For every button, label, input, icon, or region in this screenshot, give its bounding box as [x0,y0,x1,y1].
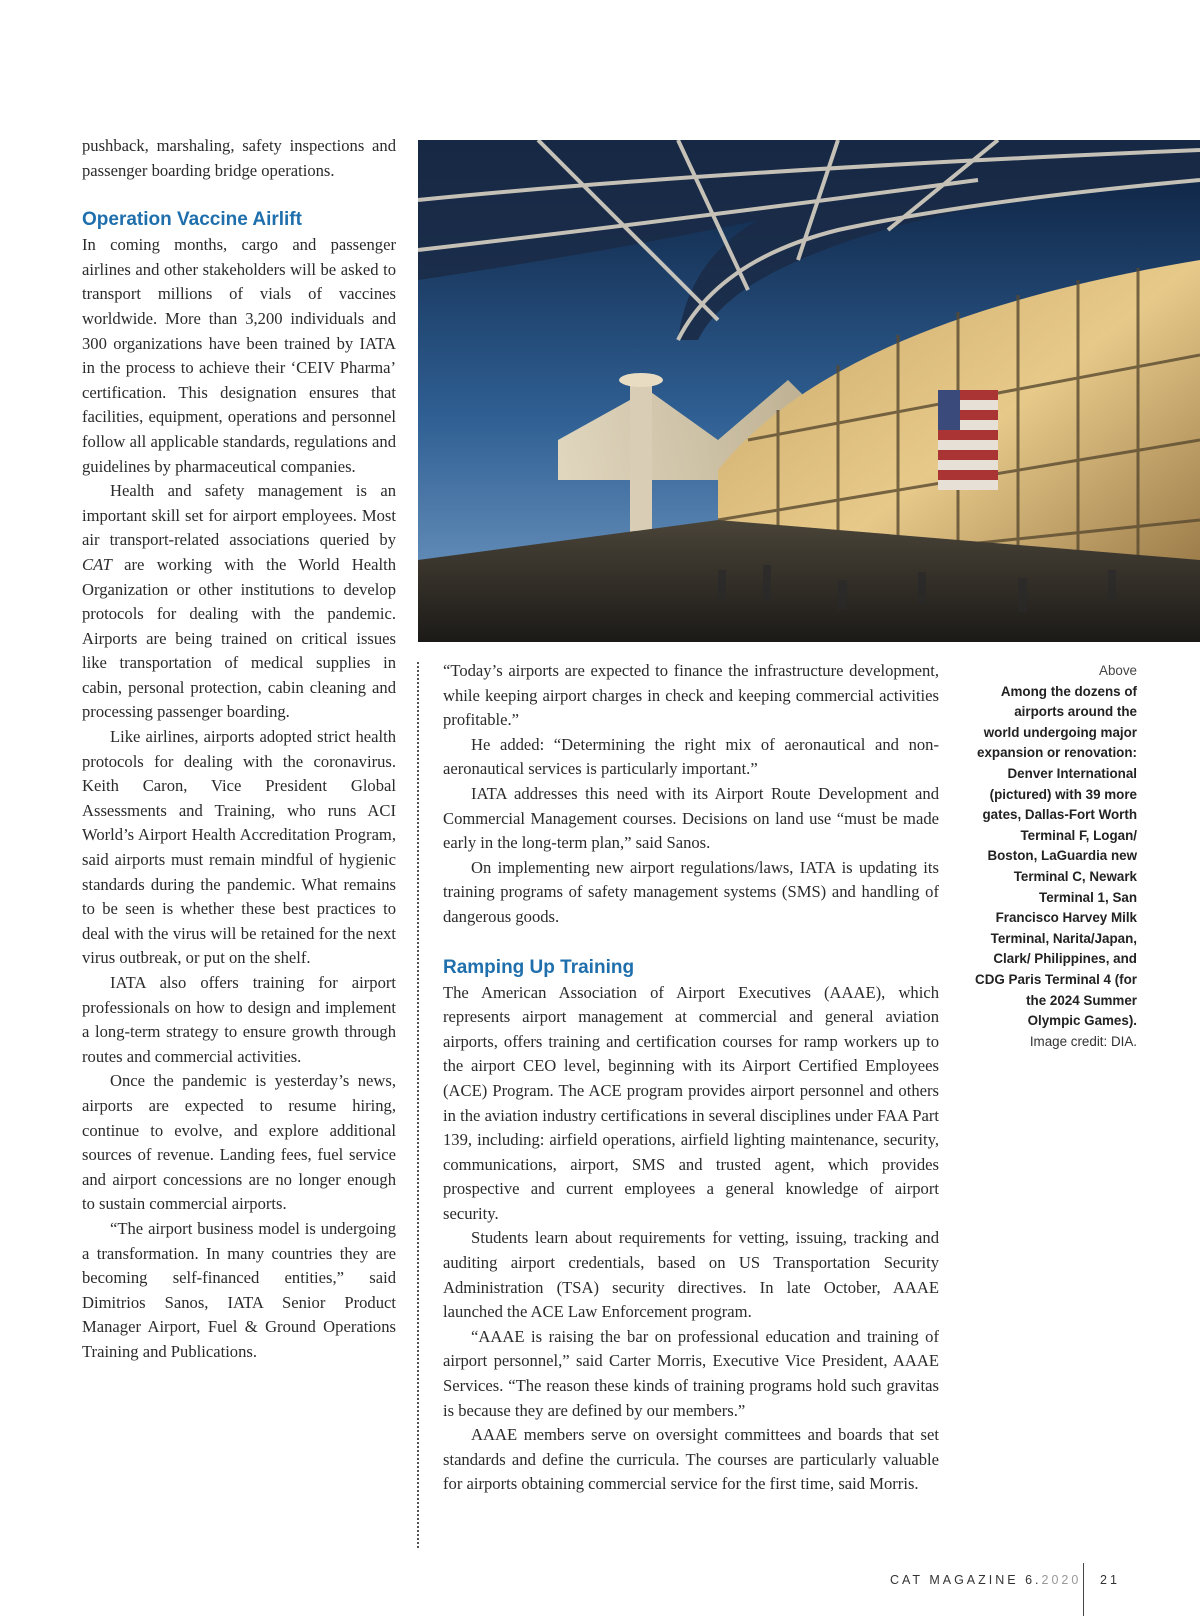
paragraph: Once the pandemic is yesterday’s news, airports are expected to resume hiring, continue to evolve, and explore additional sources of revenue. Landing fees, fuel service and airport concessions are no longer enough to sustain commercial airports. [82,1071,396,1214]
magazine-year: 2020 [1041,1573,1082,1587]
left-column [82,134,396,1365]
paragraph: IATA addresses this need with its Airport Route Development and Commercial Management courses. Decisions on land use “must be made early in the long-term plan,” said Sanos. [443,783,939,853]
terminal-illustration [418,140,1200,642]
section-heading-ramping-up-training: Ramping Up Training [443,956,635,978]
paragraph: AAAE members serve on oversight committees and boards that set standards and define the curricula. The courses are particularly valuable for airports obtaining commercial service for the first time, said Morris. [443,1425,939,1494]
middle-column [443,659,939,1497]
paragraph: On implementing new airport regulations/laws, IATA is updating its training programs of safety management systems (SMS) and handling of dangerous goods. [443,857,939,926]
caption-label: Above [1099,663,1137,678]
paragraph-text: Health and safety management is an important skill set for airport employees. Most air transport-related associations queried by [82,481,396,550]
footer-rule [1083,1563,1084,1616]
paragraph: In coming months, cargo and passenger airlines and other stakeholders will be asked to transport millions of vials of vaccines worldwide. More than 3,200 individuals and 300 organizations have been trained by IATA in the process to achieve their ‘CEIV Pharma’ certification. This designation ensures that facilities, equipment, operations and personnel follow all applicable standards, regulations and guidelines by pharmaceutical companies. [82,235,396,476]
paragraph [82,479,396,725]
paragraph: He added: “Determining the right mix of aeronautical and non-aeronautical services is particularly important.” [443,734,939,779]
column-divider [417,662,419,1548]
paragraph: “The airport business model is undergoing a transformation. In many countries they are becoming self-financed entities,” said Dimitrios Sanos, IATA Senior Product Manager Airport, Fuel & Ground Operations Training and Publications. [82,1218,396,1361]
paragraph-text: are working with the World Health Organization or other institutions to develop protocols for dealing with the pandemic. Airports are being trained on critical issues like transportation of medical supplies in cabin, personal protection, cabin cleaning and processing passenger boarding. [82,554,396,722]
paragraph: IATA also offers training for airport professionals on how to design and implement a long-term strategy to ensure growth through routes and commercial activities. [82,973,396,1066]
paragraph: “AAAE is raising the bar on professional education and training of airport personnel,” said Carter Morris, Executive Vice President, AAAE Services. “The reason these kinds of training programs hold such gravitas is because they are defined by our members.” [443,1326,939,1420]
magazine-title: CAT MAGAZINE 6. [890,1573,1042,1587]
paragraph: The American Association of Airport Executives (AAAE), which represents airport management at commercial and general aviation airports, offers training and certification courses for ramp workers up to the airport CEO level, beginning with its Airport Certified Employees (ACE) Program. The ACE program provides airport personnel and others in the aviation industry certifications in several disciplines under FAA Part 139, including: airfield operations, airfield lighting maintenance, security, communications, airport, SMS and trusted agent, which provides prospective and current employees a general knowledge of airport security. [443,982,939,1223]
page-number: 21 [1100,1573,1120,1587]
magazine-name: CAT [82,554,112,574]
section-heading-vaccine-airlift: Operation Vaccine Airlift [82,209,302,231]
image-credit: Image credit: DIA. [1029,1033,1137,1049]
caption-text: Among the dozens of airports around the world undergoing major expansion or renovation: Denver International (pictured) with 39 more gates, Dallas-Fort Worth Terminal F, Logan/ Boston, LaGuardia new Terminal C, Newark Terminal 1, San Francisco Harvey Milk Terminal, Narita/Japan, Clark/ Philippines, and CDG Paris Terminal 4 (for the 2024 Summer Olympic Games). [975,683,1137,1029]
footer-magazine [890,1573,1082,1587]
paragraph: Like airlines, airports adopted strict health protocols for dealing with the coronavirus. Keith Caron, Vice President Global Assessments and Training, who runs ACI World’s Airport Health Accreditation Program, said airports must remain mindful of hygienic standards during the pandemic. What remains to be seen is whether these best practices to deal with the virus will be retained for the next virus outbreak, or put on the shelf. [82,727,396,968]
paragraph: pushback, marshaling, safety inspections and passenger boarding bridge operations. [82,136,396,180]
airport-terminal-photo [418,140,1200,642]
paragraph: Students learn about requirements for vetting, issuing, tracking and auditing airport credentials, based on US Transportation Security Administration (TSA) security directives. In late October, AAAE launched the ACE Law Enforcement program. [443,1228,939,1322]
photo-caption [975,661,1137,1052]
paragraph: “Today’s airports are expected to finance the infrastructure development, while keeping airport charges in check and keeping commercial activities profitable.” [443,661,939,730]
